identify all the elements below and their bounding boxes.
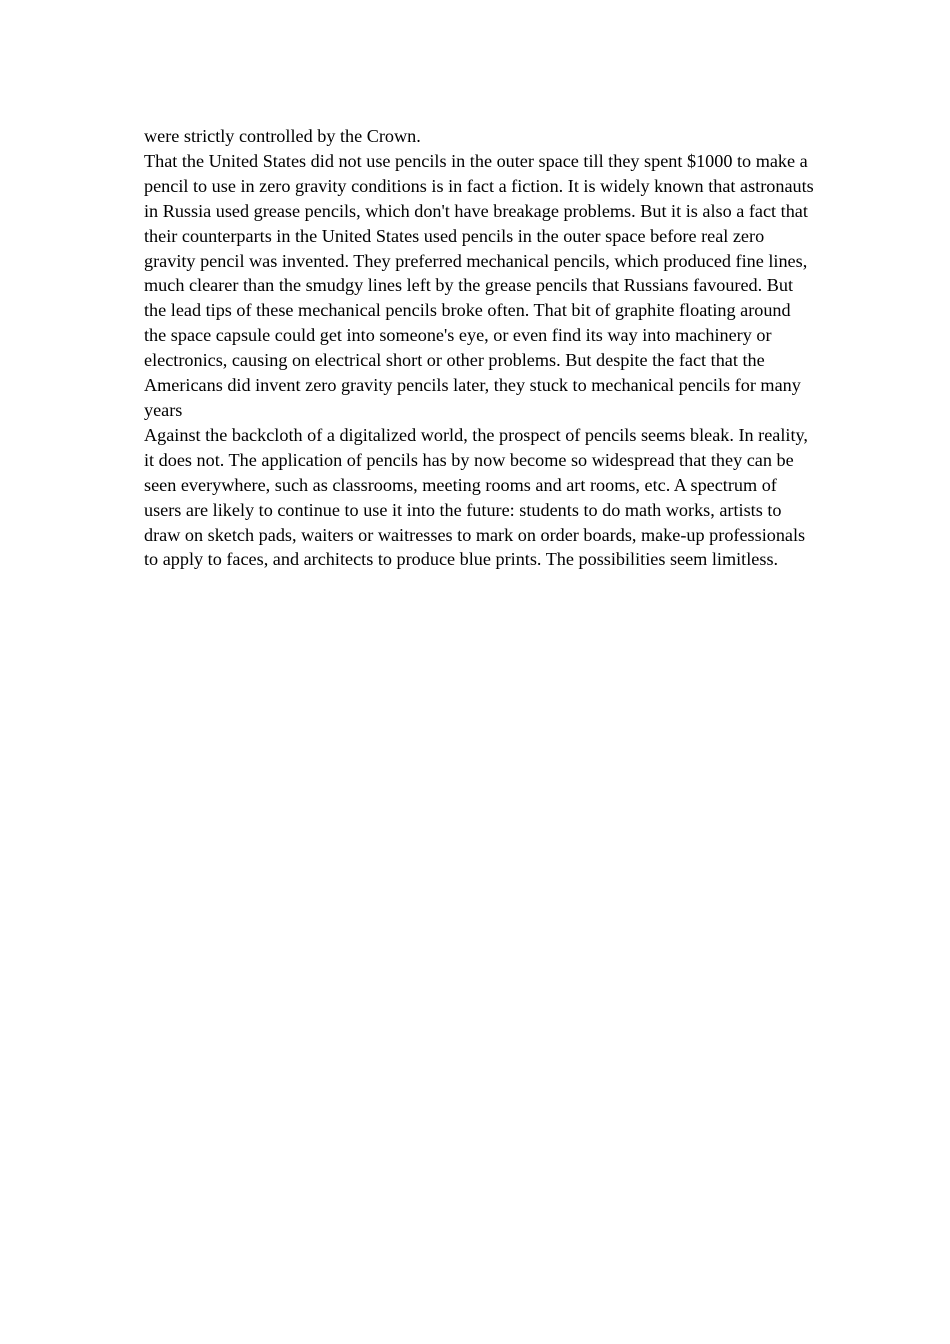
- document-body: [144, 124, 816, 572]
- paragraph-space-pencils: That the United States did not use pencils in the outer space till they spent $1000 to make a pencil to use in zero gravity conditions is in fact a fiction. It is widely known that astronauts in Russia used grease pencils, which don't have breakage problems. But it is also a fact that their counterparts in the United States used pencils in the outer space before real zero gravity pencil was invented. They preferred mechanical pencils, which produced fine lines, much clearer than the smudgy lines left by the grease pencils that Russians favoured. But the lead tips of these mechanical pencils broke often. That bit of graphite floating around the space capsule could get into someone's eye, or even find its way into machinery or electronics, causing on electrical short or other problems. But despite the fact that the Americans did invent zero gravity pencils later, they stuck to mechanical pencils for many years: [144, 150, 814, 420]
- paragraph-pencil-future: Against the backcloth of a digitalized world, the prospect of pencils seems bleak. In reality, it does not. The application of pencils has by now become so widespread that they can be seen everywhere, such as classrooms, meeting rooms and art rooms, etc. A spectrum of users are likely to continue to use it into the future: students to do math works, artists to draw on sketch pads, waiters or waitresses to mark on order boards, make-up professionals to apply to faces, and architects to produce blue prints. The possibilities seem limitless.: [144, 424, 808, 570]
- paragraph-crown-control: were strictly controlled by the Crown.: [144, 126, 421, 146]
